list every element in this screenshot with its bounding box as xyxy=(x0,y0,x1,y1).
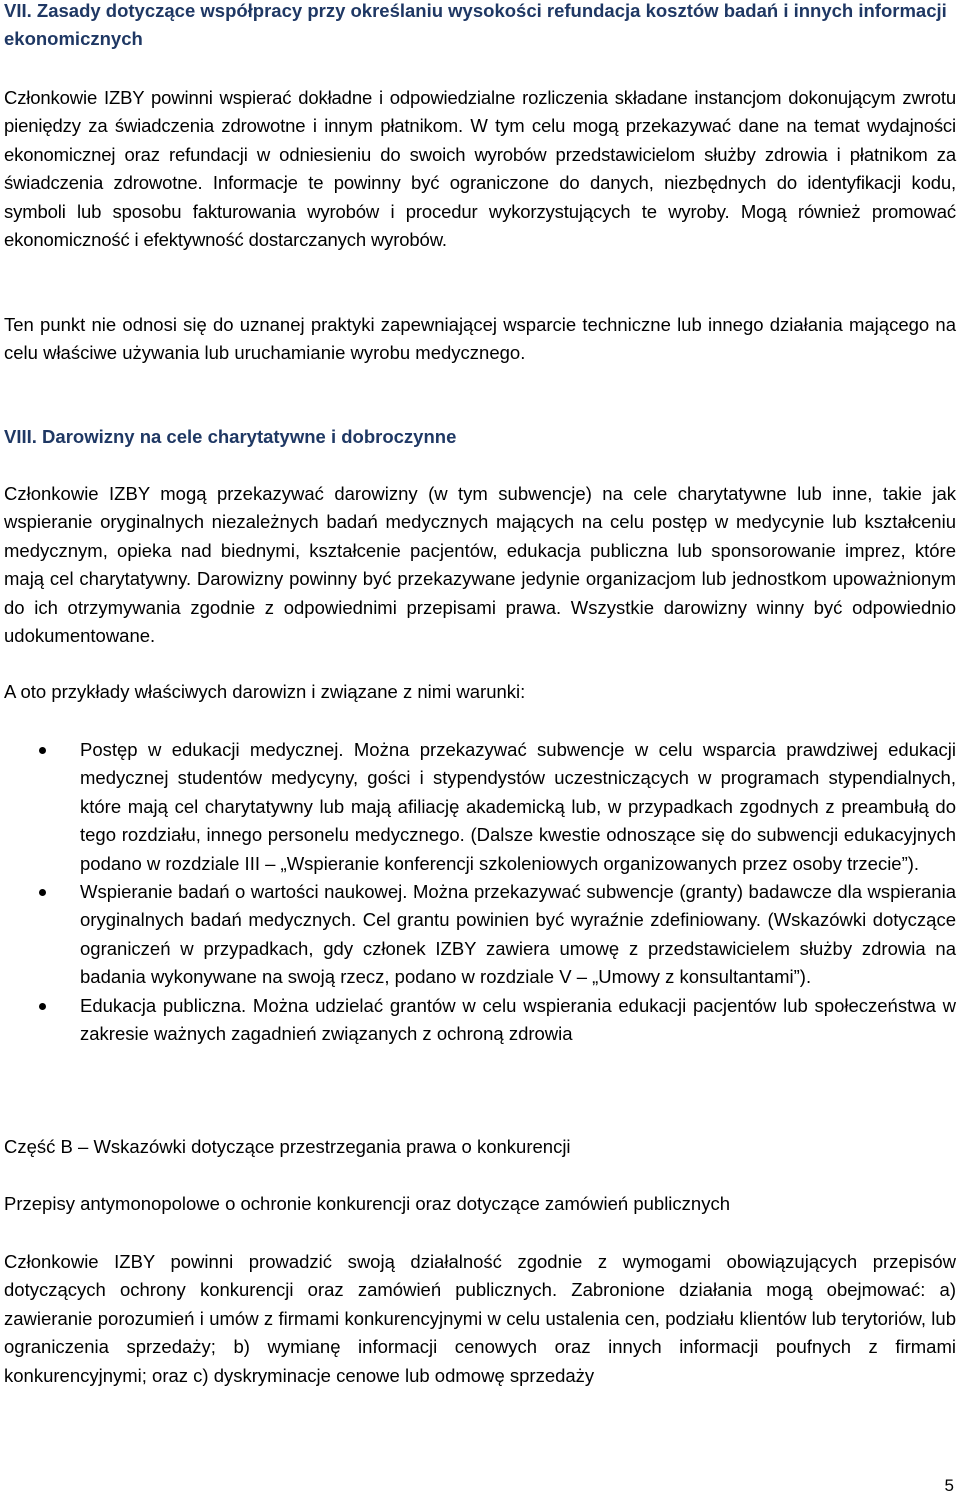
part-b-subtitle: Przepisy antymonopolowe o ochronie konkurencji oraz dotyczące zamówień publicznych xyxy=(4,1193,730,1214)
part-b-paragraph-1: Członkowie IZBY powinni prowadzić swoją działalność zgodnie z wymogami obowiązujących przepisów dotyczących ochrony konkurencji oraz zamówień publicznych. Zabronione działania mogą obejmować: a) zawieranie porozumień i umów z firmami konkurencyjnymi w celu ustalenia cen, podziału klientów lub terytoriów, lub ograniczenia sprzedaży; b) wymianę informacji cenowych oraz innych informacji poufnych z firmami konkurencyjnymi; oraz c) dyskryminacje cenowe lub odmowę sprzedaży xyxy=(4,1251,956,1386)
section-vii-heading: VII. Zasady dotyczące współpracy przy określaniu wysokości refundacja kosztów badań i innych informacji ekonomicznych xyxy=(4,0,947,49)
list-item-text: Wspieranie badań o wartości naukowej. Można przekazywać subwencje (granty) badawcze dla wspierania oryginalnych badań medycznych. Cel grantu powinien być wyraźnie zdefiniowany. (Wskazówki dotyczące ograniczeń w przypadkach, gdy członek IZBY zawiera umowę z przedstawicielem służby zdrowia na badania wykonywane na swoją rzecz, podano w rozdziale V – „Umowy z konsultantami”). xyxy=(80,881,956,988)
section-vii-paragraph-1: Członkowie IZBY powinni wspierać dokładne i odpowiedzialne rozliczenia składane instancjom dokonującym zwrotu pieniędzy za świadczenia zdrowotne i innym płatnikom. W tym celu mogą przekazywać dane na temat wydajności ekonomicznej oraz refundacji w odniesieniu do swoich wyrobów przedstawicielom służby zdrowia i płatnikom za świadczenia zdrowotne. Informacje te powinny być ograniczone do danych, niezbędnych do identyfikacji kodu, symboli lub sposobu fakturowania wyrobów i procedur wykorzystujących te wyroby. Mogą również promować ekonomiczność i efektywność dostarczanych wyrobów. xyxy=(4,87,956,251)
part-b-title: Część B – Wskazówki dotyczące przestrzegania prawa o konkurencji xyxy=(4,1136,571,1157)
section-viii-number: VIII. xyxy=(4,426,37,447)
section-viii-title: Darowizny na cele charytatywne i dobroczynne xyxy=(42,426,457,447)
section-viii-heading xyxy=(4,423,956,451)
donation-examples-list xyxy=(4,736,956,1048)
list-item-text: Edukacja publiczna. Można udzielać grantów w celu wspierania edukacji pacjentów lub społeczeństwa w zakresie ważnych zagadnień związanych z ochroną zdrowia xyxy=(80,994,956,1045)
list-item xyxy=(4,878,956,992)
list-item xyxy=(4,992,956,1049)
list-item-text: Postęp w edukacji medycznej. Można przekazywać subwencje w celu wsparcia prawdziwej edukacji medycznej studentów medycyny, gości i stypendystów uczestniczących w programach stypendialnych, które mają cel charytatywny lub mają afiliację akademicką lub, w przypadkach zgodnych z preambułą do tego rozdziału, innego personelu medycznego. (Dalsze kwestie odnoszące się do subwencji edukacyjnych podano w rozdziale III – „Wspieranie konferencji szkoleniowych organizowanych przez osoby trzecie”). xyxy=(80,739,956,874)
bullet-icon xyxy=(39,747,46,754)
section-viii-intro: A oto przykłady właściwych darowizn i związane z nimi warunki: xyxy=(4,681,526,702)
section-vii-paragraph-2: Ten punkt nie odnosi się do uznanej praktyki zapewniającej wsparcie techniczne lub innego działania mającego na celu właściwe używania lub uruchamianie wyrobu medycznego. xyxy=(4,314,956,364)
bullet-icon xyxy=(39,889,46,896)
bullet-icon xyxy=(39,1003,46,1010)
section-viii-paragraph-1: Członkowie IZBY mogą przekazywać darowizny (w tym subwencje) na cele charytatywne lub inne, takie jak wspieranie oryginalnych niezależnych badań medycznych mających na celu postęp w medycynie lub kształceniu medycznym, opieka nad biednymi, kształcenie pacjentów, edukacja publiczna lub sponsorowanie imprez, które mają cel charytatywny. Darowizny powinny być przekazywane jedynie organizacjom lub jednostkom upoważnionym do ich otrzymywania zgodnie z odpowiednimi przepisami prawa. Wszystkie darowizny winny być odpowiednio udokumentowane. xyxy=(4,483,956,647)
list-item xyxy=(4,736,956,878)
page-number: 5 xyxy=(944,1476,954,1495)
